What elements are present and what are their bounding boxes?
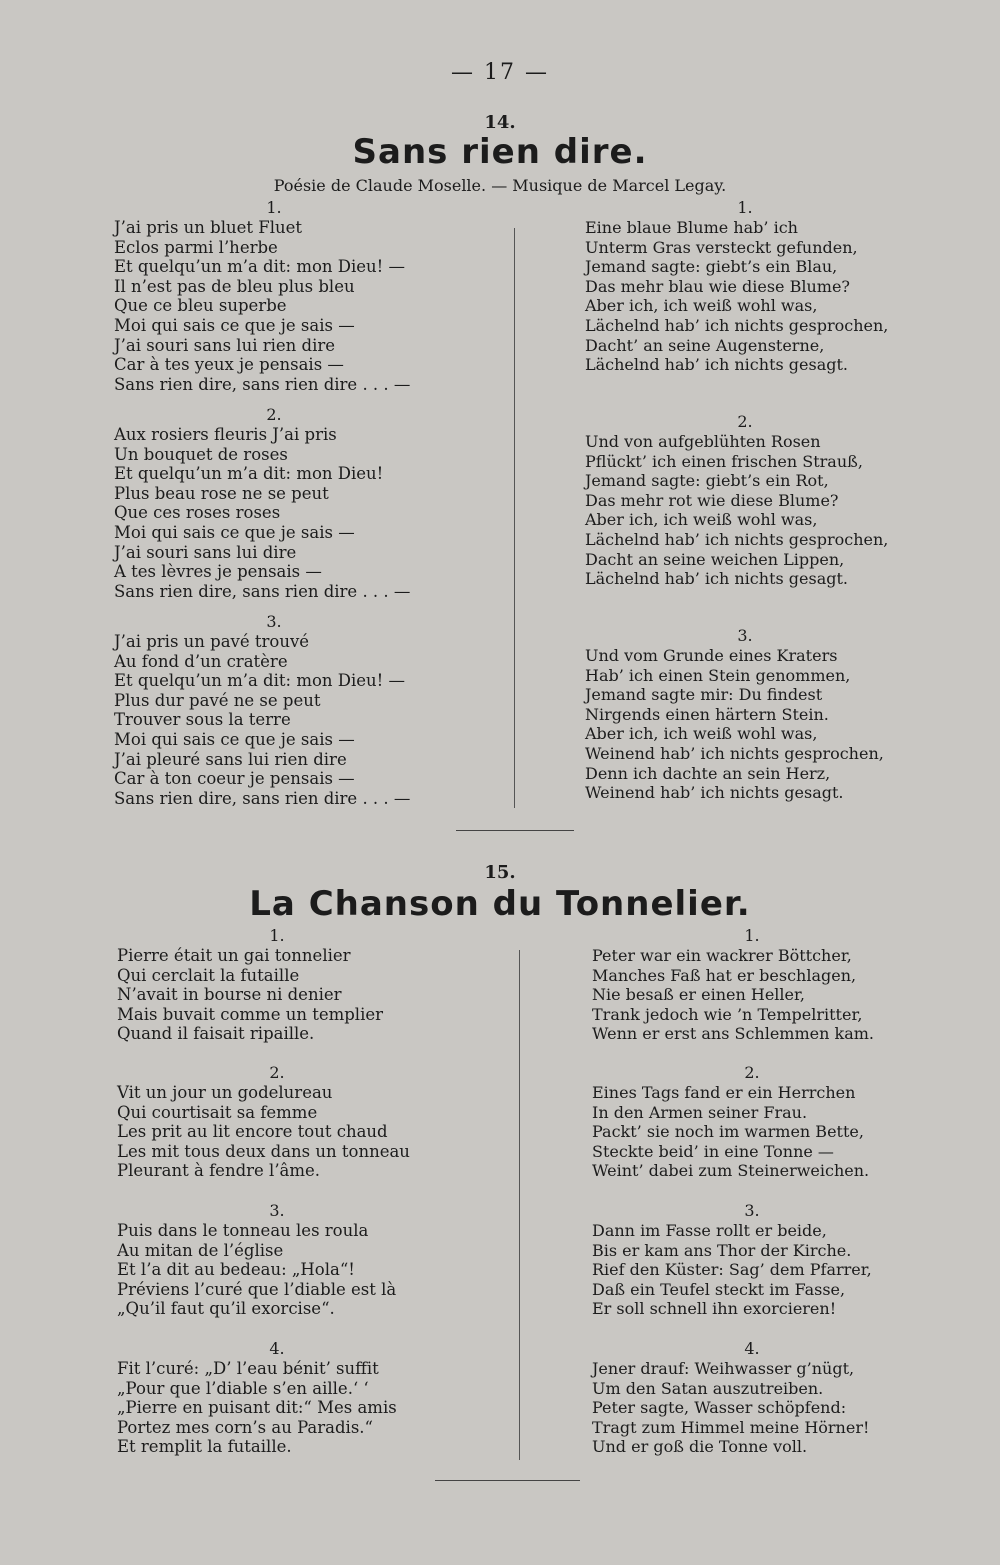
stanza-number: 1. (744, 926, 760, 945)
verse-line: Jener drauf: Weihwasser g’nügt, (592, 1359, 855, 1378)
verse-line: N’avait in bourse ni denier (117, 985, 342, 1005)
verse-line: Pierre était un gai tonnelier (117, 946, 351, 965)
verse-line: Lächelnd hab’ ich nichts gesagt. (585, 355, 849, 375)
stanza-number: 3. (266, 612, 282, 631)
song-15-de-stanza-4 (592, 1339, 912, 1457)
verse-line: Dacht an seine weichen Lippen, (585, 549, 845, 569)
verse-line: Das mehr blau wie diese Blume? (585, 276, 850, 296)
song-15-fr-stanza-3 (117, 1201, 437, 1319)
stanza-number: 2. (269, 1063, 285, 1082)
verse-line: Vit un jour un godelureau (117, 1083, 333, 1102)
verse-line: Dacht’ an seine Augensterne, (585, 335, 825, 355)
verse-line: Aux rosiers fleuris J’ai pris (114, 425, 337, 444)
song-14-fr-stanza-2 (114, 405, 434, 601)
verse-line: A tes lèvres je pensais — (114, 562, 322, 582)
verse-line: Pleurant à fendre l’âme. (117, 1161, 321, 1181)
verse-line: Packt’ sie noch im warmen Bette, (592, 1122, 864, 1142)
verse-line: Aber ich, ich weiß wohl was, (585, 724, 818, 744)
verse-line: Um den Satan auszutreiben. (592, 1378, 824, 1398)
verse-line: Sans rien dire, sans rien dire . . . — (114, 581, 411, 601)
verse-line: J’ai souri sans lui dire (114, 542, 297, 562)
song-15-fr-stanza-4 (117, 1339, 437, 1457)
verse-line: Nie besaß er einen Heller, (592, 985, 805, 1005)
verse-line: J’ai pris un pavé trouvé (114, 632, 310, 651)
verse-line: Jemand sagte: giebt’s ein Blau, (585, 257, 838, 277)
verse-line: Trouver sous la terre (114, 710, 291, 730)
verse-line: Rief den Küster: Sag’ dem Pfarrer, (592, 1260, 872, 1280)
verse-line: Sans rien dire, sans rien dire . . . — (114, 374, 411, 394)
column-divider (514, 228, 515, 808)
stanza-number: 3. (744, 1201, 760, 1220)
song-14-number: 14. (484, 112, 516, 133)
verse-line: Pflückt’ ich einen frischen Strauß, (585, 451, 863, 471)
song-14-de-stanza-1 (585, 198, 905, 375)
song-15-fr-stanza-1 (117, 926, 437, 1044)
verse-line: Qui cerclait la futaille (117, 965, 300, 985)
song-15-de-stanza-3 (592, 1201, 912, 1319)
verse-line: Das mehr rot wie diese Blume? (585, 490, 839, 510)
verse-line: Puis dans le tonneau les roula (117, 1221, 369, 1240)
verse-line: Que ces roses roses (114, 503, 281, 523)
song-14-credits: Poésie de Claude Moselle. — Musique de Marcel Legay. (273, 176, 727, 195)
verse-line: Moi qui sais ce que je sais — (114, 522, 355, 542)
stanza-number: 1. (737, 198, 753, 217)
verse-line: Jemand sagte: giebt’s ein Rot, (585, 471, 829, 491)
song-14-fr-stanza-3 (114, 612, 434, 808)
verse-line: Fit l’curé: „D’ l’eau bénit’ suffit (117, 1359, 379, 1378)
verse-line: Aber ich, ich weiß wohl was, (585, 296, 818, 316)
verse-line: Bis er kam ans Thor der Kirche. (592, 1240, 852, 1260)
stanza-number: 1. (269, 926, 285, 945)
song-15-number: 15. (484, 862, 516, 883)
stanza-number: 1. (266, 198, 282, 217)
column-divider (519, 950, 520, 1460)
page-number: — 17 — (451, 60, 549, 85)
verse-line: Au fond d’un cratère (114, 651, 288, 671)
verse-line: Lächelnd hab’ ich nichts gesagt. (585, 569, 849, 589)
verse-line: Jemand sagte mir: Du findest (585, 685, 823, 705)
verse-line: Moi qui sais ce que je sais — (114, 729, 355, 749)
stanza-number: 2. (266, 405, 282, 424)
verse-line: Aber ich, ich weiß wohl was, (585, 510, 818, 530)
verse-line: Lächelnd hab’ ich nichts gesprochen, (585, 315, 889, 335)
verse-line: Und von aufgeblühten Rosen (585, 432, 821, 451)
verse-line: Et quelqu’un m’a dit: mon Dieu! — (114, 257, 406, 277)
verse-line: In den Armen seiner Frau. (592, 1102, 808, 1122)
verse-line: Préviens l’curé que l’diable est là (117, 1279, 397, 1299)
verse-line: Nirgends einen härtern Stein. (585, 704, 829, 724)
verse-line: Que ce bleu superbe (114, 296, 287, 316)
song-14-fr-stanza-1 (114, 198, 434, 394)
verse-line: Weinend hab’ ich nichts gesagt. (585, 783, 844, 803)
verse-line: Peter war ein wackrer Böttcher, (592, 946, 852, 965)
verse-line: Les prit au lit encore tout chaud (117, 1122, 388, 1142)
section-divider (456, 830, 574, 831)
verse-line: Denn ich dachte an sein Herz, (585, 763, 831, 783)
verse-line: Und er goß die Tonne voll. (592, 1437, 808, 1457)
verse-line: Dann im Fasse rollt er beide, (592, 1221, 827, 1240)
verse-line: Wenn er erst ans Schlemmen kam. (592, 1024, 874, 1044)
verse-line: Peter sagte, Wasser schöpfend: (592, 1398, 847, 1418)
verse-line: Moi qui sais ce que je sais — (114, 315, 355, 335)
song-14-de-stanza-3 (585, 626, 905, 803)
verse-line: Quand il faisait ripaille. (117, 1024, 315, 1044)
stanza-number: 2. (744, 1063, 760, 1082)
verse-line: Plus beau rose ne se peut (114, 483, 329, 503)
song-15-title: La Chanson du Tonnelier. (249, 884, 751, 924)
verse-line: Trank jedoch wie ’n Tempelritter, (592, 1004, 863, 1024)
verse-line: Lächelnd hab’ ich nichts gesprochen, (585, 529, 889, 549)
stanza-number: 4. (744, 1339, 760, 1358)
verse-line: Et l’a dit au bedeau: „Hola“! (117, 1260, 355, 1280)
verse-line: Weint’ dabei zum Steinerweichen. (592, 1161, 870, 1181)
verse-line: J’ai souri sans lui rien dire (114, 335, 336, 355)
verse-line: Il n’est pas de bleu plus bleu (114, 276, 355, 296)
verse-line: Hab’ ich einen Stein genommen, (585, 665, 851, 685)
verse-line: Car à tes yeux je pensais — (114, 355, 344, 375)
stanza-number: 3. (737, 626, 753, 645)
verse-line: Portez mes corn’s au Paradis.“ (117, 1417, 373, 1437)
verse-line: Eines Tags fand er ein Herrchen (592, 1083, 856, 1102)
verse-line: Und vom Grunde eines Kraters (585, 646, 838, 665)
verse-line: Eclos parmi l’herbe (114, 237, 278, 257)
song-15-de-stanza-1 (592, 926, 912, 1044)
verse-line: Manches Faß hat er beschlagen, (592, 965, 857, 985)
stanza-number: 3. (269, 1201, 285, 1220)
verse-line: Car à ton coeur je pensais — (114, 769, 355, 789)
song-15-fr-stanza-2 (117, 1063, 437, 1181)
stanza-number: 4. (269, 1339, 285, 1358)
verse-line: Weinend hab’ ich nichts gesprochen, (585, 743, 884, 763)
song-15-de-stanza-2 (592, 1063, 912, 1181)
verse-line: „Qu’il faut qu’il exorcise“. (117, 1299, 335, 1319)
verse-line: Un bouquet de roses (114, 444, 288, 464)
verse-line: Eine blaue Blume hab’ ich (585, 218, 798, 237)
verse-line: J’ai pris un bluet Fluet (114, 218, 303, 237)
verse-line: Unterm Gras versteckt gefunden, (585, 237, 858, 257)
verse-line: Et quelqu’un m’a dit: mon Dieu! — (114, 671, 406, 691)
stanza-number: 2. (737, 412, 753, 431)
verse-line: „Pierre en puisant dit:“ Mes amis (117, 1398, 397, 1418)
verse-line: Er soll schnell ihn exorcieren! (592, 1299, 837, 1319)
verse-line: Mais buvait comme un templier (117, 1004, 384, 1024)
verse-line: Et remplit la futaille. (117, 1437, 292, 1457)
verse-line: Plus dur pavé ne se peut (114, 690, 321, 710)
verse-line: Qui courtisait sa femme (117, 1102, 318, 1122)
verse-line: Et quelqu’un m’a dit: mon Dieu! (114, 464, 384, 484)
verse-line: Daß ein Teufel steckt im Fasse, (592, 1279, 846, 1299)
verse-line: Tragt zum Himmel meine Hörner! (592, 1417, 870, 1437)
verse-line: Au mitan de l’église (117, 1240, 284, 1260)
song-14-de-stanza-2 (585, 412, 905, 589)
verse-line: „Pour que l’diable s’en aille.‘ ‘ (117, 1378, 369, 1398)
song-14-title: Sans rien dire. (352, 132, 648, 172)
verse-line: Sans rien dire, sans rien dire . . . — (114, 788, 411, 808)
section-divider (435, 1480, 580, 1481)
verse-line: Les mit tous deux dans un tonneau (117, 1141, 410, 1161)
verse-line: J’ai pleuré sans lui rien dire (114, 749, 347, 769)
verse-line: Steckte beid’ in eine Tonne — (592, 1141, 834, 1161)
